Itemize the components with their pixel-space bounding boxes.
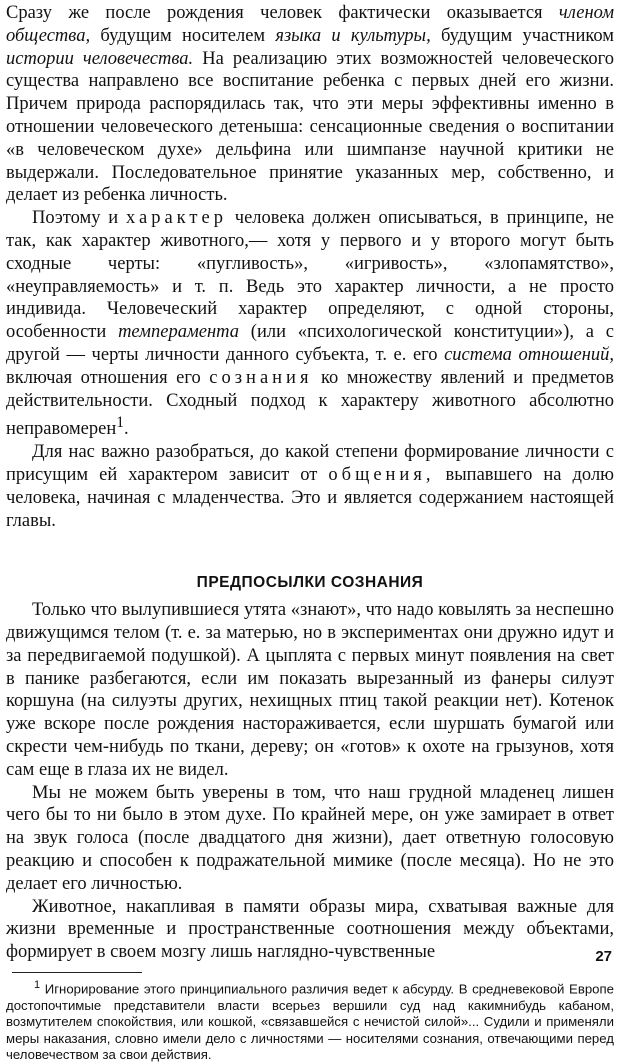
text-run: будущим участником [430, 25, 614, 46]
text-run: человека должен описываться, в принципе, не так, как характер животного,— хотя у первого и у второго могут быть сходные черты: «пугливость», «игривость», «злопамятство», «неуправляемость» и т. п. Ведь это характер личности, а не просто индивида. Человеческий характер определяют, с одной стороны, особенности [6, 208, 614, 343]
italic-term: истории человечества. [6, 48, 194, 69]
italic-term: система отношений, [444, 344, 615, 365]
paragraph-1 [6, 2, 614, 207]
spaced-term: характер [126, 208, 227, 229]
footnote-reference: 1 [116, 414, 124, 432]
paragraph-6: Животное, накапливая в памяти образы мира, схватывая важные для жизни временные и пространственные соотношения между объектами, формирует в своем мозгу лишь наглядно-чувственные [6, 896, 614, 963]
footnote-text: Игнорирование этого принципиального различия ведет к абсурду. В средневековой Европе достопочтимые представители власти всерьез вершили суд над какимнибудь кабаном, возмутителем спокойствия, или кошкой, «связавшейся с нечистой силой»... Судили и применяли меры наказания, словно имели дело с личностями — носителями сознания, отвечающими перед человечеством за свои действия. [6, 981, 614, 1063]
text-run: Поэтому и [32, 208, 126, 229]
paragraph-2 [6, 207, 614, 441]
page-number: 27 [595, 948, 612, 966]
italic-term: темперамента [118, 322, 239, 343]
text-run: выпавшего на долю человека, начиная с младенчества. Это и является содержанием настоящей главы. [6, 465, 614, 531]
footnote [6, 977, 614, 1064]
paragraph-5: Мы не можем быть уверены в том, что наш грудной младенец лишен чего бы то ни было в этом духе. По крайней мере, он уже замирает в ответ на звук голоса (после двадцатого дня жизни), дает ответную голосовую реакцию и способен к подражательной мимике (после месяца). Но не это делает его личностью. [6, 782, 614, 894]
section-heading: ПРЕДПОСЫЛКИ СОЗНАНИЯ [196, 574, 424, 592]
text-run: включая отношения его [6, 367, 210, 388]
text-run: Для нас важно разобраться, до какой степени формирование личности с присущим ей характером зависит от [6, 442, 614, 486]
footnote-mark: 1 [34, 979, 41, 992]
text-run: будущим носителем [90, 25, 276, 46]
text-run: Сразу же после рождения человек фактически оказывается [6, 3, 559, 23]
footnote-divider [12, 972, 142, 973]
spaced-term: сознания [209, 367, 313, 388]
text-run: . [123, 419, 129, 440]
text-run: На реализацию этих возможностей человеческого существа направлено все воспитание ребенка с первых дней его жизни. Причем природа распорядилась так, что эти меры эффективны именно в отношении человеческого детеныша: сенсационные сведения о воспитании «в человеческом духе» дельфина или шимпанзе научной критики не выдержали. Последовательное принятие указанных мер, собственно, и делает из ребенка личность. [6, 48, 614, 206]
italic-term: членом обществa, [6, 3, 614, 46]
paragraph-3 [6, 441, 614, 532]
paragraph-4: Только что вылупившиеся утята «знают», что надо ковылять за неспешно движущимся телом (т. е. за матерью, но в экспериментах они дружно идут и за передвигаемой подушкой). А цыплята с первых минут появления на свет в панике разбегаются, если им показать вырезанный из фанеры силуэт коршуна (на силуэты других, нехищных птиц такой реакции нет). Котенок уже вскоре после рождения настораживается, если шуршать бумагой или скрести чем-нибудь по ткани, дереву; он «готов» к охоте на грызунов, хотя сам еще в глаза их не видел. [6, 600, 614, 780]
italic-term: языка и культуры, [275, 25, 431, 46]
text-run: ко множеству явлений и предметов действительности. Сходный подход к характеру животного абсолютно неправомерен [6, 367, 614, 440]
text-run: (или «психологической конституции»), а с другой — черты личности данного субъекта, т. е. его [6, 322, 614, 365]
spaced-term: общения, [328, 465, 435, 486]
